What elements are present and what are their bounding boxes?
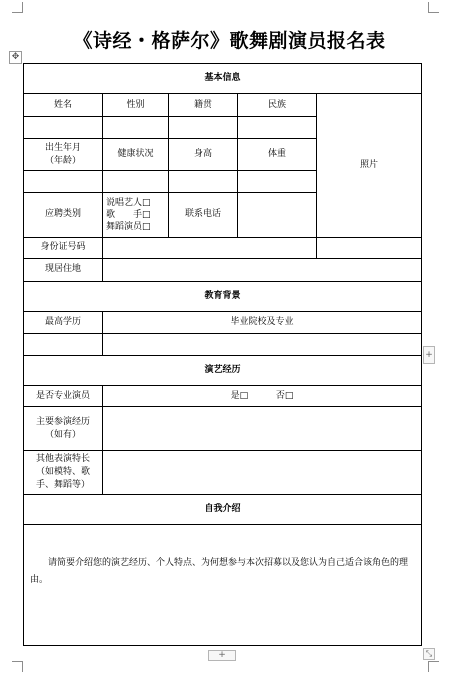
label-apply-type: 应聘类别 [24,193,103,237]
option-dancer-checkbox[interactable]: 舞蹈演员□ [106,221,151,232]
table-row [24,94,422,117]
section-self-intro: 自我介绍 [24,495,422,525]
label-id-number: 身份证号码 [24,237,103,258]
name-input-cell[interactable] [24,117,103,139]
table-row [24,386,422,407]
ethnicity-input-cell[interactable] [238,117,317,139]
table-row [24,407,422,451]
label-weight: 体重 [238,139,317,171]
label-talents-line2: （如模特、歌 [35,467,90,478]
table-row [24,237,422,258]
talents-input-cell[interactable] [103,451,422,495]
label-birth-line1: 出生年月 [44,142,81,153]
self-intro-prompt: 请简要介绍您的演艺经历、个人特点、为何想参与本次招募以及您认为自己适合该角色的理由。 [30,558,409,586]
label-talents-line3: 手、舞蹈等） [35,480,90,491]
label-health: 健康状况 [103,139,169,171]
no-checkbox[interactable]: 否□ [275,390,294,401]
apply-options-cell [103,193,169,237]
label-main-experience [24,407,103,451]
label-address: 现居住地 [24,258,103,281]
table-row [24,311,422,333]
label-origin: 籍贯 [169,94,238,117]
table-row [24,281,422,311]
add-column-button[interactable]: + [423,346,435,364]
label-name: 姓名 [24,94,103,117]
height-input-cell[interactable] [169,171,238,193]
table-row [24,258,422,281]
page-corner-mark-bottom-right [428,661,439,672]
label-ethnicity: 民族 [238,94,317,117]
table-move-handle-icon[interactable]: ✥ [9,51,22,64]
label-birth [24,139,103,171]
is-pro-options-cell [103,386,422,407]
self-intro-input-cell[interactable] [24,525,422,646]
label-school: 毕业院校及专业 [103,311,422,333]
page-corner-mark-top-left [12,2,23,13]
registration-form-table [23,63,422,646]
degree-input-cell[interactable] [24,333,103,355]
origin-input-cell[interactable] [169,117,238,139]
page-corner-mark-top-right [428,2,439,13]
label-talents [24,451,103,495]
table-row [24,495,422,525]
label-birth-line2: （年龄） [44,155,81,166]
option-storyteller-checkbox[interactable]: 说唱艺人□ [106,197,151,208]
label-talents-line1: 其他表演特长 [35,454,90,465]
health-input-cell[interactable] [103,171,169,193]
label-degree: 最高学历 [24,311,103,333]
main-experience-input-cell[interactable] [103,407,422,451]
label-main-experience-line2: （如有） [44,429,81,440]
birth-input-cell[interactable] [24,171,103,193]
yes-checkbox[interactable]: 是□ [230,390,249,401]
label-gender: 性别 [103,94,169,117]
table-row [24,333,422,355]
document-title: 《诗经・格萨尔》歌舞剧演员报名表 [73,30,386,52]
address-input-cell[interactable] [103,258,422,281]
section-experience: 演艺经历 [24,355,422,385]
section-basic-info: 基本信息 [24,64,422,94]
label-main-experience-line1: 主要参演经历 [35,416,90,427]
school-input-cell[interactable] [103,333,422,355]
label-contact: 联系电话 [169,193,238,237]
page-corner-mark-bottom-left [12,661,23,672]
label-is-pro: 是否专业演员 [24,386,103,407]
add-row-button[interactable]: + [208,650,236,661]
label-height: 身高 [169,139,238,171]
table-row [24,64,422,94]
id-number-spare-cell [317,237,422,258]
weight-input-cell[interactable] [238,171,317,193]
gender-input-cell[interactable] [103,117,169,139]
table-row [24,355,422,385]
id-number-input-cell[interactable] [103,237,317,258]
section-education: 教育背景 [24,281,422,311]
table-row [24,525,422,646]
table-resize-handle-icon[interactable]: ⤡ [423,648,435,660]
option-singer-checkbox[interactable]: 歌 手□ [106,209,151,220]
table-row [24,451,422,495]
photo-cell[interactable]: 照片 [317,94,422,237]
contact-input-cell[interactable] [238,193,317,237]
